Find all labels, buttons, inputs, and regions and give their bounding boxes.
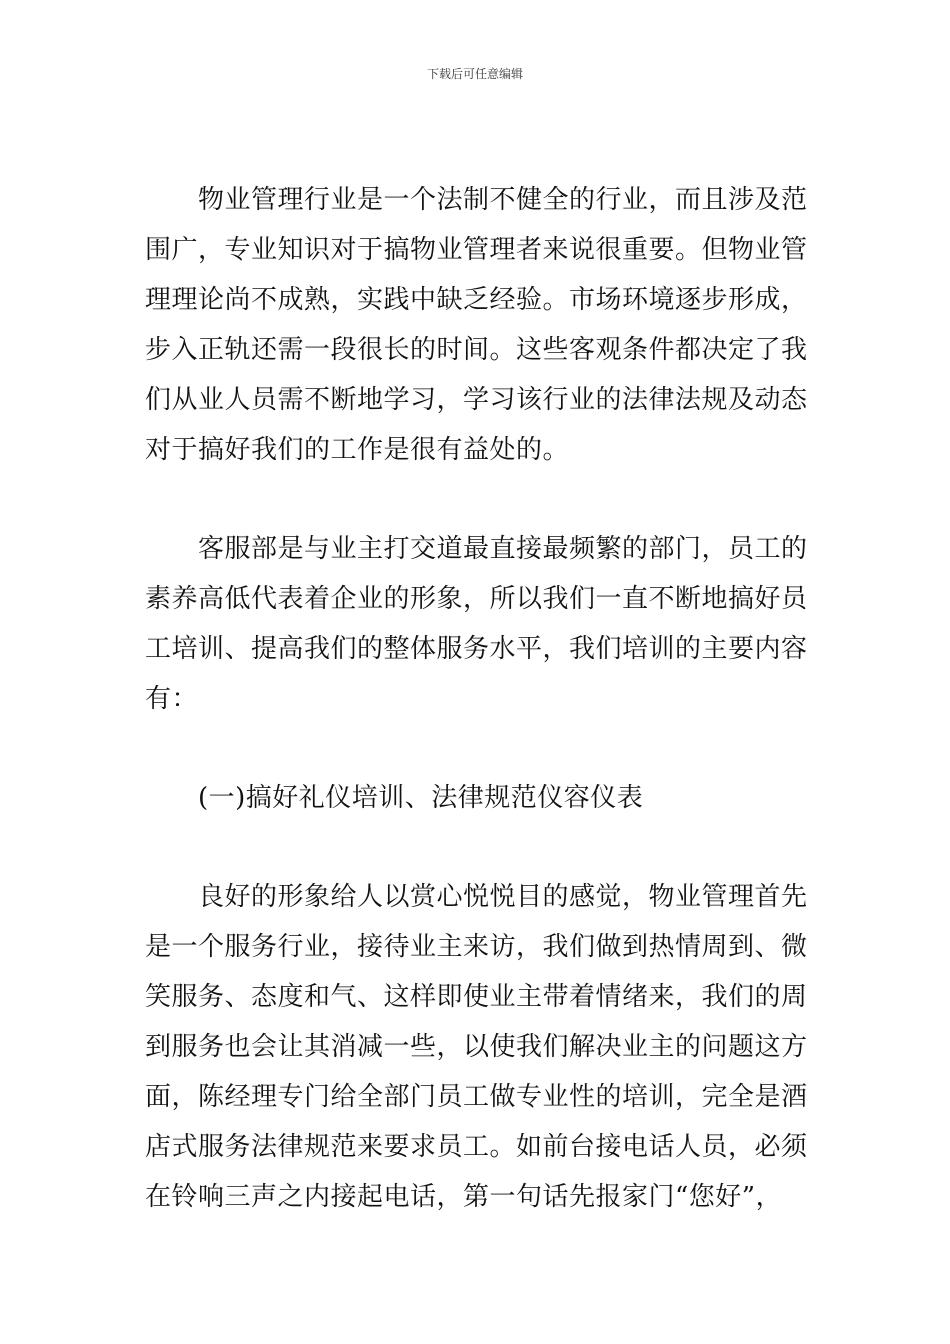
paragraph-1-line-5: 们从业人员需不断地学习，学习该行业的法律法规及动态	[145, 385, 808, 415]
paragraph-1-line-6: 对于搞好我们的工作是很有益处的。	[145, 435, 570, 465]
paragraph-3-line-1: 良好的形象给人以赏心悦悦目的感觉，物业管理首先	[198, 882, 808, 912]
paragraph-1-line-4: 步入正轨还需一段很长的时间。这些客观条件都决定了我	[145, 335, 808, 365]
paragraph-3-line-7: 在铃响三声之内接起电话，第一句话先报家门“您好”，	[145, 1182, 783, 1212]
paragraph-2-line-2: 素养高低代表着企业的形象，所以我们一直不断地搞好员	[145, 584, 808, 614]
paragraph-1-line-2: 围广，专业知识对于搞物业管理者来说很重要。但物业管	[145, 235, 808, 265]
paragraph-3-line-5: 面，陈经理专门给全部门员工做专业性的培训，完全是酒	[145, 1082, 808, 1112]
paragraph-3-line-4: 到服务也会让其消减一些，以使我们解决业主的问题这方	[145, 1032, 808, 1062]
paragraph-1-line-1: 物业管理行业是一个法制不健全的行业，而且涉及范	[198, 185, 808, 215]
section-heading: (一)搞好礼仪培训、法律规范仪容仪表	[198, 783, 644, 813]
paragraph-3-line-2: 是一个服务行业，接待业主来访，我们做到热情周到、微	[145, 932, 808, 962]
paragraph-2-line-1: 客服部是与业主打交道最直接最频繁的部门，员工的	[198, 534, 808, 564]
paragraph-3-line-3: 笑服务、态度和气、这样即使业主带着情绪来，我们的周	[145, 982, 808, 1012]
paragraph-3-line-6: 店式服务法律规范来要求员工。如前台接电话人员，必须	[145, 1132, 808, 1162]
page-header-note: 下载后可任意编辑	[426, 67, 523, 81]
paragraph-1-line-3: 理理论尚不成熟，实践中缺乏经验。市场环境逐步形成，	[145, 285, 808, 315]
paragraph-2-line-4: 有：	[145, 684, 199, 714]
paragraph-2-line-3: 工培训、提高我们的整体服务水平，我们培训的主要内容	[145, 634, 808, 664]
